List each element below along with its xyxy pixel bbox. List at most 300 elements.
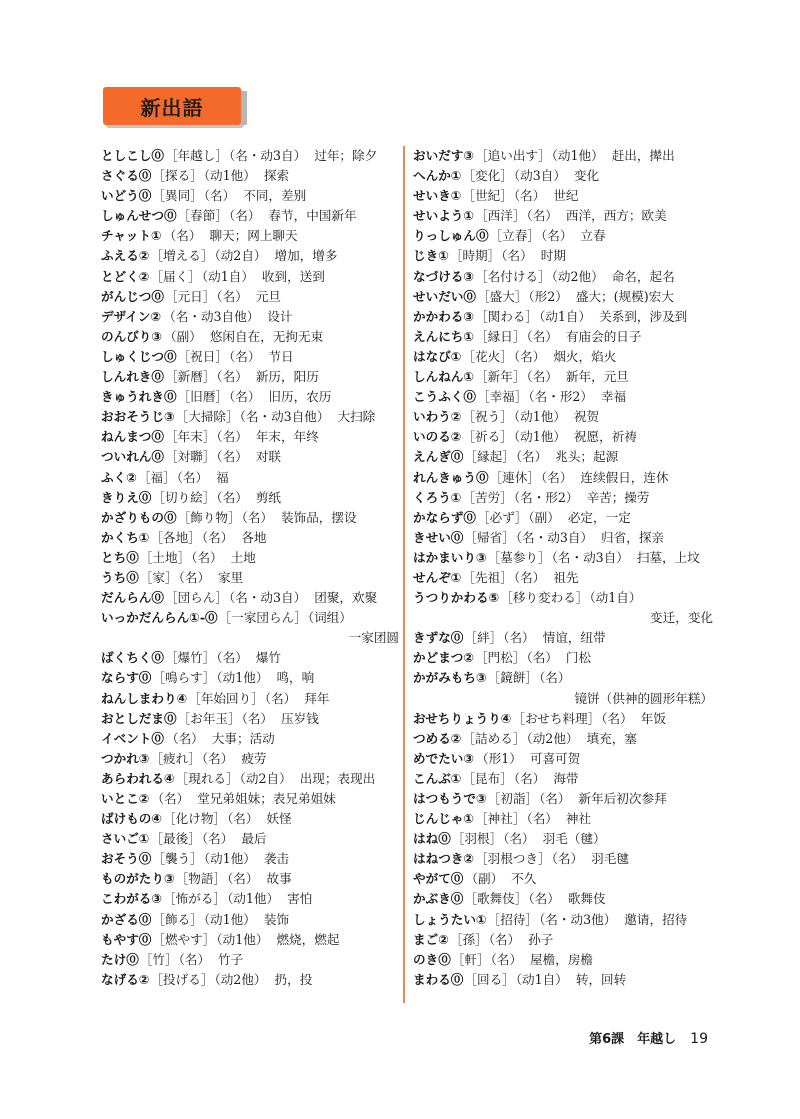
page-footer <box>589 1028 708 1047</box>
vocab-entry <box>413 508 713 528</box>
vocab-meaning: 大扫除 <box>337 409 376 425</box>
vocab-kanji: ［襲う］ <box>152 851 203 867</box>
vocab-meaning: 拜年 <box>304 690 330 706</box>
vocab-kanji: ［花火］ <box>462 348 513 364</box>
vocab-entry <box>101 548 399 568</box>
vocab-reading: おいだす③ <box>413 148 475 163</box>
vocab-reading: とどく② <box>101 268 150 284</box>
vocab-meaning: 辛苦；操劳 <box>586 489 650 505</box>
vocab-continuation: 一家团圆 <box>348 630 399 646</box>
vocab-kanji: ［追い出す］ <box>475 148 551 163</box>
vocab-part-of-speech: （名） <box>228 389 261 405</box>
vocab-part-of-speech: （名） <box>191 549 223 565</box>
vocab-kanji: ［先祖］ <box>462 569 513 585</box>
vocab-part-of-speech: （动1他） <box>551 148 604 163</box>
vocab-part-of-speech: （名） <box>513 188 546 204</box>
vocab-part-of-speech: （名） <box>241 710 274 726</box>
vocab-kanji: ［回る］ <box>464 971 515 987</box>
vocab-entry <box>413 568 713 588</box>
vocab-entry <box>101 427 399 447</box>
vocab-reading: まご② <box>413 931 449 947</box>
vocab-kanji: ［門松］ <box>475 650 526 666</box>
vocab-meaning: 西洋，西方；欧美 <box>565 208 667 224</box>
vocab-meaning: 不久 <box>511 871 537 887</box>
vocab-reading: がんじつ⓪ <box>101 288 164 304</box>
vocab-entry <box>413 809 713 829</box>
vocab-entry <box>101 146 399 166</box>
vocab-reading: ついれん⓪ <box>101 449 164 465</box>
vocab-reading: ばけもの④ <box>101 811 163 827</box>
vocab-meaning: 不同，差别 <box>243 188 307 204</box>
vocab-entry <box>413 729 713 749</box>
vocab-reading: ねんしまわり④ <box>101 690 188 706</box>
vocab-reading: はねつき② <box>413 851 475 867</box>
vocab-part-of-speech: （名・动3自） <box>228 590 307 606</box>
vocab-kanji: ［旧暦］ <box>177 389 228 405</box>
vocab-reading: せいだい⓪ <box>413 288 476 304</box>
vocab-part-of-speech: （动1自） <box>539 308 592 324</box>
vocab-entry <box>101 689 399 709</box>
vocab-kanji: ［飾る］ <box>152 911 203 927</box>
vocab-part-of-speech: （名） <box>515 449 548 465</box>
vocab-entry <box>101 889 399 909</box>
vocab-entry <box>413 789 713 809</box>
vocab-reading: のんびり③ <box>101 328 163 344</box>
vocab-meaning: 命名，起名 <box>611 268 675 284</box>
vocab-part-of-speech: （名） <box>216 288 248 304</box>
vocab-entry <box>413 950 713 970</box>
vocab-entry <box>413 186 713 206</box>
vocab-kanji: ［増える］ <box>150 248 214 264</box>
vocab-kanji: ［届く］ <box>150 268 201 284</box>
vocab-part-of-speech: （名） <box>539 670 571 686</box>
vocab-meaning: 悠闲自在，无拘无束 <box>209 328 324 344</box>
vocab-kanji: ［西洋］ <box>475 208 526 224</box>
vocab-reading: さいご① <box>101 831 150 847</box>
vocab-kanji: ［孫］ <box>449 931 488 947</box>
vocab-reading: かざりもの⓪ <box>101 509 177 525</box>
vocab-meaning: 立春 <box>580 228 606 244</box>
vocab-kanji: ［大掃除］ <box>175 409 239 425</box>
vocab-reading: まわる⓪ <box>413 971 464 987</box>
vocab-kanji: ［神社］ <box>475 811 526 827</box>
vocab-entry <box>101 327 399 347</box>
vocab-reading: もやす⓪ <box>101 931 152 947</box>
vocab-continuation: 镜饼（供神的圆形年糕） <box>574 690 713 706</box>
vocab-reading: きせい⓪ <box>413 529 464 545</box>
vocab-reading: イベント⓪ <box>101 730 164 746</box>
vocab-part-of-speech: （名） <box>151 791 190 806</box>
vocab-part-of-speech: （名） <box>526 208 558 224</box>
vocab-entry <box>101 528 399 548</box>
vocab-reading: いのる② <box>413 429 462 445</box>
vocab-reading: かならず⓪ <box>413 509 476 525</box>
vocab-part-of-speech: （名） <box>526 811 558 827</box>
vocab-kanji: ［縁日］ <box>475 328 526 344</box>
vocab-kanji: ［時期］ <box>449 248 501 264</box>
vocab-meaning: 归省，探亲 <box>601 529 664 545</box>
vocab-meaning: 扫墓，上坟 <box>636 549 700 565</box>
vocab-kanji: ［化け物］ <box>163 811 227 827</box>
vocab-entry <box>413 307 713 327</box>
vocab-entry <box>413 246 713 266</box>
vocab-kanji: ［盛大］ <box>476 288 528 304</box>
vocab-kanji: ［年末］ <box>164 429 216 445</box>
vocab-entry <box>101 709 399 729</box>
vocab-reading: うつりかわる⑤ <box>413 590 500 606</box>
vocab-meaning: 海带 <box>553 770 579 786</box>
vocab-entry <box>101 749 399 769</box>
vocab-kanji: ［祝う］ <box>462 409 513 425</box>
vocab-part-of-speech: （名・动3自） <box>228 148 307 163</box>
vocab-reading: かくち① <box>101 529 150 545</box>
vocab-kanji: ［幸福］ <box>476 389 528 405</box>
vocab-kanji: ［名付ける］ <box>475 268 551 284</box>
vocab-reading: ねんまつ⓪ <box>101 429 164 445</box>
vocab-meaning: 必定，一定 <box>567 509 631 525</box>
vocab-kanji: ［祝日］ <box>177 348 228 364</box>
vocab-part-of-speech: （名） <box>540 228 573 244</box>
vocab-reading: のき⓪ <box>413 951 451 967</box>
vocab-kanji: ［昆布］ <box>462 770 513 786</box>
section-title: 新出語 <box>140 95 204 120</box>
vocab-part-of-speech: （动2自） <box>214 248 267 264</box>
vocab-meaning: 聊天；网上聊天 <box>209 228 298 244</box>
vocab-part-of-speech: （名） <box>227 871 259 887</box>
vocab-meaning: 新历，阳历 <box>255 369 319 385</box>
vocab-part-of-speech: （动2自） <box>239 770 292 786</box>
vocab-meaning: 可喜可贺 <box>529 750 581 766</box>
vocab-reading: せいき① <box>413 188 462 204</box>
vocab-reading: たけ⓪ <box>101 951 139 967</box>
vocab-part-of-speech: （名） <box>526 328 558 344</box>
vocab-part-of-speech: （名） <box>203 188 236 204</box>
vocab-reading: なづける③ <box>413 268 475 284</box>
vocab-kanji: ［疲れ］ <box>150 750 201 766</box>
vocab-entry <box>413 166 713 186</box>
vocab-part-of-speech: （形2） <box>528 288 568 304</box>
vocab-reading: きりえ⓪ <box>101 489 152 505</box>
vocab-part-of-speech: （名） <box>540 469 573 485</box>
vocab-part-of-speech: （动1他） <box>216 670 269 686</box>
vocab-entry <box>413 588 713 608</box>
vocab-entry <box>413 648 713 668</box>
vocab-kanji: ［軒］ <box>451 951 490 967</box>
vocab-reading: りっしゅん⓪ <box>413 228 489 244</box>
vocab-reading: いっかだんらん①-⓪ <box>101 610 218 626</box>
vocab-reading: はかまいり③ <box>413 549 487 565</box>
vocab-entry <box>413 628 713 648</box>
vocab-reading: こわがる③ <box>101 891 163 907</box>
vocab-kanji: ［最後］ <box>150 831 201 847</box>
vocab-reading: えんぎ⓪ <box>413 449 464 465</box>
vocab-reading: こんぶ① <box>413 770 462 786</box>
vocab-kanji: ［羽根つき］ <box>475 851 551 867</box>
vocab-kanji: ［鏡餅］ <box>487 670 539 686</box>
vocab-entry <box>101 407 399 427</box>
vocab-meaning: 情谊，纽带 <box>542 630 606 646</box>
vocab-entry <box>101 267 399 287</box>
vocab-kanji: ［燃やす］ <box>152 931 216 947</box>
vocab-reading: ならす⓪ <box>101 670 152 686</box>
vocab-reading: つめる② <box>413 730 462 746</box>
vocab-part-of-speech: （名） <box>526 650 558 666</box>
vocab-kanji: ［祈る］ <box>462 429 513 445</box>
vocab-part-of-speech: （名） <box>264 690 297 706</box>
vocab-part-of-speech: （动1自） <box>201 268 254 284</box>
vocab-part-of-speech: （名） <box>528 891 560 907</box>
vocab-meaning: 家里 <box>218 569 244 585</box>
vocab-kanji: ［関わる］ <box>475 308 539 324</box>
vocab-entry <box>101 568 399 588</box>
vocab-part-of-speech: （名） <box>539 791 571 806</box>
vocab-kanji: ［帰省］ <box>464 529 515 545</box>
vocab-kanji: ［おせち料理］ <box>512 710 601 726</box>
vocab-part-of-speech: （名） <box>178 951 211 967</box>
vocab-kanji: ［初詣］ <box>487 791 539 806</box>
vocab-part-of-speech: （名） <box>228 208 261 224</box>
vocab-entry <box>101 950 399 970</box>
vocab-entry <box>101 508 399 528</box>
vocab-entry <box>101 769 399 789</box>
vocab-kanji: ［詰める］ <box>462 730 526 746</box>
vocab-reading: こうふく⓪ <box>413 389 476 405</box>
page-number: 19 <box>690 1031 708 1047</box>
vocab-meaning: 连续假日，连休 <box>580 469 669 485</box>
vocab-meaning: 堂兄弟姐妹；表兄弟姐妹 <box>197 791 336 806</box>
vocab-kanji: ［変化］ <box>462 168 513 184</box>
vocab-part-of-speech: （名） <box>178 569 211 585</box>
section-header-badge <box>103 87 241 125</box>
vocab-meaning: 神社 <box>565 811 592 827</box>
vocab-part-of-speech: （名・动3自） <box>515 529 594 545</box>
vocab-part-of-speech: （动1他） <box>216 931 269 947</box>
vocab-kanji: ［世紀］ <box>462 188 513 204</box>
vocab-part-of-speech: （名） <box>501 248 533 264</box>
vocab-meaning: 幸福 <box>601 389 627 405</box>
vocab-entry <box>413 769 713 789</box>
vocab-part-of-speech: （动1他） <box>513 409 566 425</box>
vocab-reading: せいよう① <box>413 208 475 224</box>
vocab-meaning: 鸣，响 <box>276 670 315 686</box>
vocab-kanji: ［物語］ <box>175 871 227 887</box>
vocab-meaning: 害怕 <box>287 891 313 907</box>
vocab-part-of-speech: （名） <box>201 750 234 766</box>
vocab-meaning: 装饰品，摆设 <box>281 509 357 525</box>
vocab-meaning: 故事 <box>266 871 292 887</box>
vocab-reading: いわう② <box>413 409 462 425</box>
vocab-reading: おおそうじ③ <box>101 409 175 425</box>
vocab-meaning: 兆头；起源 <box>555 449 619 465</box>
vocab-reading: しんねん① <box>413 369 475 385</box>
vocab-part-of-speech: （名） <box>216 650 248 666</box>
vocab-continuation: 变迁，变化 <box>650 610 713 626</box>
vocab-reading: だんらん⓪ <box>101 590 164 606</box>
vocab-part-of-speech: （动1自） <box>515 971 568 987</box>
vocab-meaning: 探索 <box>263 168 290 184</box>
vocab-part-of-speech: （副） <box>465 871 504 887</box>
vocab-kanji: ［歌舞伎］ <box>464 891 528 907</box>
vocab-entry <box>101 206 399 226</box>
vocab-meaning: 祝愿，祈祷 <box>573 429 637 445</box>
vocab-entry <box>413 889 713 909</box>
vocab-kanji: ［年始回り］ <box>188 690 264 706</box>
vocab-meaning: 燃烧，燃起 <box>276 931 340 947</box>
vocab-reading: とち⓪ <box>101 549 139 565</box>
vocab-kanji: ［怖がる］ <box>163 891 227 907</box>
vocab-meaning: 最后 <box>241 831 267 847</box>
vocab-part-of-speech: （词组） <box>307 610 352 626</box>
vocab-reading: へんか① <box>413 168 462 184</box>
vocab-reading: せんぞ① <box>413 569 462 585</box>
vocab-meaning: 屋檐，房檐 <box>530 951 594 967</box>
vocab-kanji: ［新暦］ <box>164 369 216 385</box>
right-vocab-column <box>413 146 713 990</box>
vocab-meaning: 关系到，涉及到 <box>599 308 688 324</box>
vocab-reading: おとしだま⓪ <box>101 710 177 726</box>
vocab-part-of-speech: （动1自） <box>589 590 642 606</box>
vocab-part-of-speech: （名・形2） <box>528 389 594 405</box>
vocab-meaning: 大事；活动 <box>211 730 275 746</box>
vocab-kanji: ［春節］ <box>177 208 228 224</box>
vocab-reading: いどう⓪ <box>101 188 152 204</box>
vocab-kanji: ［探る］ <box>152 168 203 184</box>
vocab-entry <box>413 387 713 407</box>
vocab-entry <box>101 789 399 809</box>
vocab-entry <box>101 468 399 488</box>
vocab-part-of-speech: （名） <box>503 831 535 847</box>
vocab-meaning: 新年，元旦 <box>565 369 629 385</box>
vocab-entry <box>413 849 713 869</box>
vocab-reading: ふく② <box>101 469 137 485</box>
vocab-meaning: 羽毛毽 <box>591 851 629 867</box>
vocab-entry <box>101 910 399 930</box>
vocab-part-of-speech: （名） <box>201 529 234 545</box>
vocab-reading: はつもうで③ <box>413 791 487 806</box>
vocab-entry <box>413 226 713 246</box>
vocab-entry <box>413 367 713 387</box>
vocab-entry <box>413 668 713 688</box>
vocab-reading: きゅうれき⓪ <box>101 389 177 405</box>
vocab-reading: としこし⓪ <box>101 148 164 163</box>
vocab-meaning: 设计 <box>267 308 293 324</box>
vocab-part-of-speech: （名） <box>513 770 546 786</box>
vocab-kanji: ［竹］ <box>139 951 178 967</box>
vocab-meaning: 年饭 <box>640 710 666 726</box>
vocab-kanji: ［団らん］ <box>164 590 228 606</box>
vocab-reading: しんれき⓪ <box>101 369 164 385</box>
vocab-part-of-speech: （动1他） <box>227 891 280 907</box>
vocab-reading: かどまつ② <box>413 650 475 666</box>
vocab-meaning: 团聚，欢聚 <box>314 590 378 606</box>
vocab-part-of-speech: （名） <box>241 509 274 525</box>
vocab-meaning: 邀请，招待 <box>624 911 688 927</box>
vocab-meaning: 增加，增多 <box>274 248 338 264</box>
vocab-reading: ものがたり③ <box>101 871 175 887</box>
column-divider <box>403 146 405 1003</box>
vocab-meaning: 赶出，撵出 <box>611 148 675 163</box>
vocab-entry <box>413 709 713 729</box>
vocab-meaning: 福 <box>216 469 229 485</box>
vocab-kanji: ［移り変わる］ <box>500 590 589 606</box>
vocab-entry <box>101 729 399 749</box>
vocab-meaning: 歌舞伎 <box>567 891 606 907</box>
vocab-part-of-speech: （名） <box>601 710 633 726</box>
vocab-meaning: 土地 <box>230 549 256 565</box>
vocab-reading: うち⓪ <box>101 569 139 585</box>
vocab-kanji: ［福］ <box>137 469 176 485</box>
vocab-reading: ふえる② <box>101 248 150 264</box>
vocab-entry <box>101 287 399 307</box>
vocab-kanji: ［連休］ <box>489 469 540 485</box>
vocab-meaning: 压岁钱 <box>281 710 319 726</box>
vocab-reading: さぐる⓪ <box>101 168 152 184</box>
vocab-kanji: ［新年］ <box>475 369 526 385</box>
vocab-entry <box>101 367 399 387</box>
vocab-entry <box>101 829 399 849</box>
vocab-reading: つかれ③ <box>101 750 150 766</box>
vocab-kanji: ［一家団らん］ <box>218 610 307 626</box>
vocab-entry <box>101 668 399 688</box>
vocab-meaning: 新年后初次参拜 <box>578 791 667 806</box>
vocab-kanji: ［必ず］ <box>476 509 528 525</box>
vocab-kanji: ［苦労］ <box>462 489 513 505</box>
vocab-kanji: ［元日］ <box>164 288 216 304</box>
vocab-meaning: 门松 <box>565 650 592 666</box>
vocab-part-of-speech: （动2他） <box>526 730 579 746</box>
vocab-entry <box>101 387 399 407</box>
vocab-entry <box>413 749 713 769</box>
vocab-reading: かがみもち③ <box>413 670 487 686</box>
vocab-reading: めでたい③ <box>413 750 475 766</box>
vocab-entry <box>413 267 713 287</box>
vocab-reading: やがて⓪ <box>413 871 464 887</box>
vocab-part-of-speech: （名） <box>216 449 248 465</box>
vocab-kanji: ［縁起］ <box>464 449 515 465</box>
vocab-kanji: ［投げる］ <box>150 971 214 987</box>
vocab-kanji: ［各地］ <box>150 529 201 545</box>
vocab-part-of-speech: （动1他） <box>203 168 256 184</box>
vocab-part-of-speech: （名） <box>216 489 248 505</box>
vocab-part-of-speech: （名） <box>216 369 248 385</box>
vocab-meaning: 出现；表现出 <box>299 770 376 786</box>
vocab-part-of-speech: （名） <box>228 348 261 364</box>
vocab-meaning: 祝贺 <box>573 409 600 425</box>
vocab-meaning: 节日 <box>268 348 294 364</box>
vocab-kanji: ［羽根］ <box>451 831 503 847</box>
vocab-reading: はね⓪ <box>413 831 451 847</box>
vocab-reading: しゅんせつ⓪ <box>101 208 177 224</box>
vocab-reading: かかわる③ <box>413 308 475 324</box>
vocab-entry <box>413 528 713 548</box>
vocab-reading: おせちりょうり④ <box>413 710 512 726</box>
vocab-reading: なげる② <box>101 971 150 987</box>
vocab-entry <box>101 869 399 889</box>
vocab-part-of-speech: （名） <box>526 369 558 385</box>
vocab-reading: かざる⓪ <box>101 911 152 927</box>
vocab-meaning: 有庙会的日子 <box>565 328 642 344</box>
vocab-part-of-speech: （名・动3自他） <box>239 409 330 425</box>
vocab-meaning: 疲劳 <box>241 750 267 766</box>
vocab-part-of-speech: （名） <box>490 951 523 967</box>
left-vocab-column <box>101 146 399 990</box>
vocab-meaning: 妖怪 <box>266 811 292 827</box>
vocab-entry <box>413 970 713 990</box>
vocab-meaning: 变化 <box>573 168 600 184</box>
vocab-meaning: 元旦 <box>255 288 282 304</box>
vocab-reading: ばくちく⓪ <box>101 650 164 666</box>
vocab-part-of-speech: （名・动3他） <box>539 911 617 927</box>
